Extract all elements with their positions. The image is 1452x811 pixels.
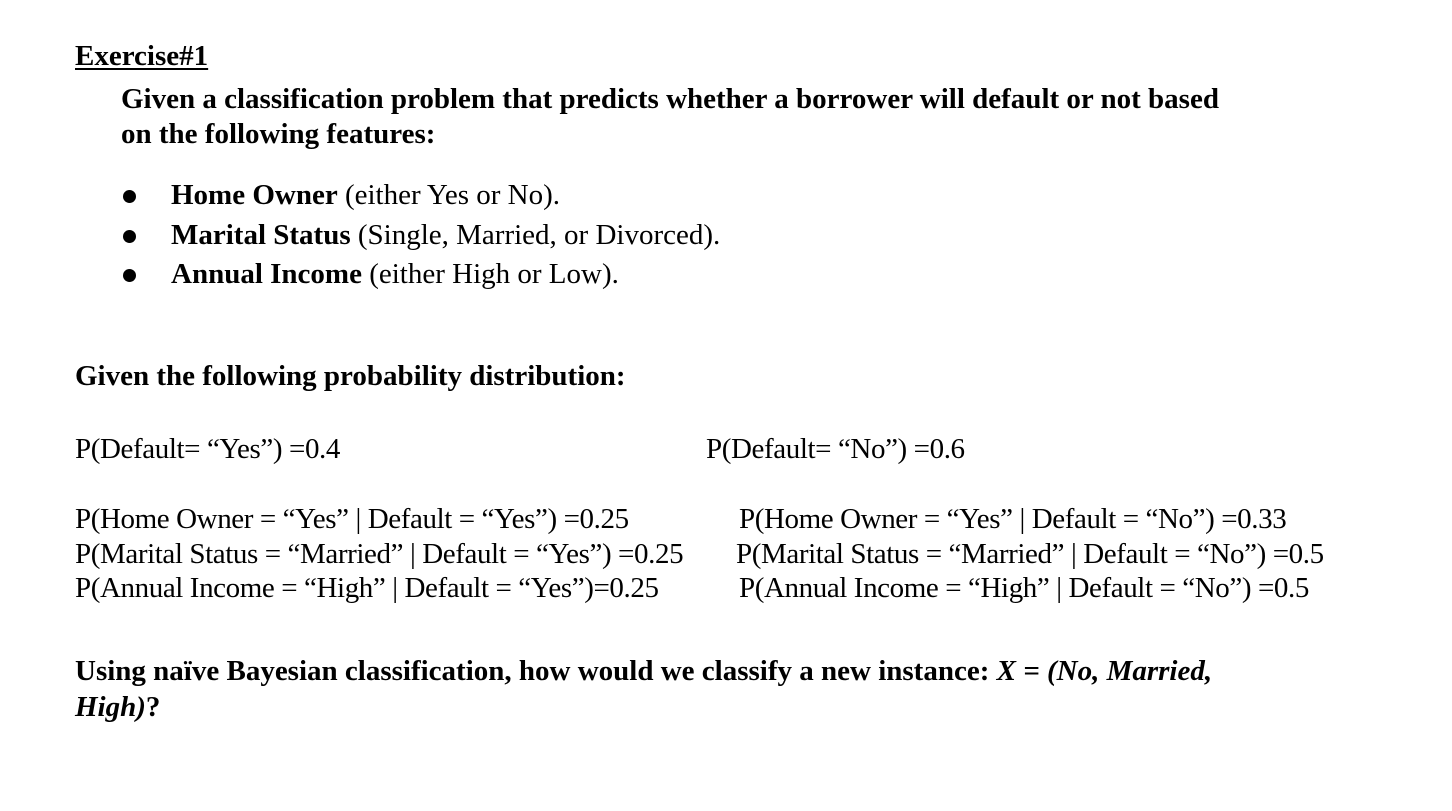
feature-list	[121, 176, 720, 295]
bullet-icon	[123, 230, 136, 243]
conditional-yes-home-owner: P(Home Owner = “Yes” | Default = “Yes”) =0.25	[75, 503, 629, 535]
question-instance: X = (No, Married,	[996, 655, 1213, 687]
prior-no: P(Default= “No”) =0.6	[706, 433, 965, 465]
exercise-title: Exercise#1	[75, 40, 209, 72]
list-item	[121, 216, 720, 256]
conditional-no-home-owner: P(Home Owner = “Yes” | Default = “No”) =0.33	[739, 503, 1287, 535]
feature-name: Marital Status	[171, 218, 351, 251]
prior-yes: P(Default= “Yes”) =0.4	[75, 433, 341, 465]
conditional-no-annual-income: P(Annual Income = “High” | Default = “No”) =0.5	[739, 572, 1309, 604]
question-instance-end: High)	[75, 691, 146, 723]
feature-description: (either Yes or No).	[337, 179, 561, 211]
question-mark: ?	[145, 691, 161, 723]
feature-name: Annual Income	[171, 258, 362, 290]
conditional-yes-marital-status: P(Marital Status = “Married” | Default = “Yes”) =0.25	[75, 538, 684, 570]
question	[75, 653, 1212, 725]
feature-description: (Single, Married, or Divorced).	[350, 218, 721, 251]
intro-line-2: on the following features:	[121, 118, 436, 150]
intro-line-1: Given a classification problem that predicts whether a borrower will default or not based	[121, 83, 1219, 115]
question-text: Using naïve Bayesian classification, how would we classify a new instance:	[75, 655, 997, 687]
intro-paragraph	[121, 82, 1381, 152]
list-item	[121, 176, 720, 216]
feature-name: Home Owner	[171, 179, 338, 211]
bullet-icon	[123, 269, 136, 282]
list-item	[121, 255, 720, 295]
distribution-heading: Given the following probability distribution:	[75, 360, 626, 392]
conditional-yes-annual-income: P(Annual Income = “High” | Default = “Yes”)=0.25	[75, 572, 659, 604]
conditional-no-marital-status: P(Marital Status = “Married” | Default = “No”) =0.5	[736, 538, 1324, 570]
bullet-icon	[123, 190, 136, 203]
feature-description: (either High or Low).	[361, 258, 619, 290]
